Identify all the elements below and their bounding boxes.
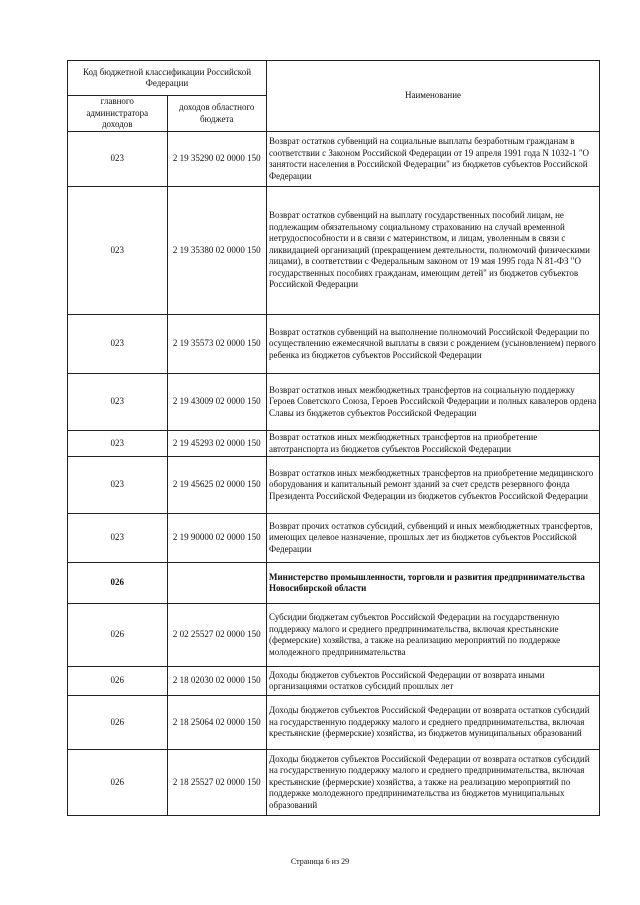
name-cell: Доходы бюджетов субъектов Российской Федерации от возврата иными организациями остатков субсидий прошлых лет [267, 667, 600, 696]
name-cell: Возврат остатков иных межбюджетных трансфертов на социальную поддержку Героев Советского Союза, Героев Российской Федерации и полных кавалеров ордена Славы из бюджетов субъектов Российской Федерации [267, 374, 600, 431]
admin-code-cell: 026 [68, 604, 168, 667]
income-code-cell: 2 19 45293 02 0000 150 [167, 431, 267, 457]
income-code-cell: 2 02 25527 02 0000 150 [167, 604, 267, 667]
income-code-cell: 2 19 43009 02 0000 150 [167, 374, 267, 431]
table-row [68, 604, 600, 667]
table-row [68, 187, 600, 315]
admin-code-cell: 026 [68, 563, 168, 604]
table-row [68, 315, 600, 374]
name-cell: Возврат прочих остатков субсидий, субвенций и иных межбюджетных трансфертов, имеющих целевое назначение, прошлых лет из бюджетов субъектов Российской Федерации [267, 514, 600, 563]
table-header-row [68, 61, 600, 96]
header-admin: главного администратора доходов [68, 96, 168, 132]
name-cell: Субсидии бюджетам субъектов Российской Федерации на государственную поддержку малого и среднего предпринимательства, включая крестьянские (фермерские) хозяйства, а также на реализацию мероприятий по поддержке молодежного предпринимательства [267, 604, 600, 667]
table-row [68, 457, 600, 514]
table-row [68, 563, 600, 604]
income-code-cell: 2 19 35380 02 0000 150 [167, 187, 267, 315]
admin-code-cell: 026 [68, 667, 168, 696]
name-cell: Возврат остатков субвенций на выполнение полномочий Российской Федерации по осуществлению ежемесячной выплаты в связи с рождением (усыновлением) первого ребенка из бюджетов субъектов Российской Федерации [267, 315, 600, 374]
page-number: Страница 6 из 29 [290, 857, 350, 866]
table-row [68, 431, 600, 457]
admin-code-cell: 023 [68, 374, 168, 431]
name-cell: Возврат остатков субвенций на выплату государственных пособий лицам, не подлежащим обязательному социальному страхованию на случай временной нетрудоспособности и в связи с материнством, и лицам, уволенным в связи с ликвидацией организаций (прекращением деятельности, полномочий физическими лицами), в соответствии с Федеральным законом от 19 мая 1995 года N 81-ФЗ "О государственных пособиях гражданам, имеющим детей" из бюджетов субъектов Российской Федерации [267, 187, 600, 315]
table-row [68, 132, 600, 187]
income-code-cell: 2 18 02030 02 0000 150 [167, 667, 267, 696]
table-row [68, 514, 600, 563]
admin-code-cell: 023 [68, 514, 168, 563]
table-row [68, 750, 600, 816]
budget-classification-table [67, 60, 600, 816]
income-code-cell [167, 563, 267, 604]
income-code-cell: 2 19 90000 02 0000 150 [167, 514, 267, 563]
income-code-cell: 2 19 35573 02 0000 150 [167, 315, 267, 374]
table-body [68, 132, 600, 816]
admin-code-cell: 023 [68, 187, 168, 315]
name-cell: Возврат остатков иных межбюджетных трансфертов на приобретение автотранспорта из бюджетов субъектов Российской Федерации [267, 431, 600, 457]
name-cell: Доходы бюджетов субъектов Российской Федерации от возврата остатков субсидий на государственную поддержку малого и среднего предпринимательства, включая крестьянские (фермерские) хозяйства, а также на реализацию мероприятий по поддержке молодежного предпринимательства из бюджетов муниципальных образований [267, 750, 600, 816]
header-group-title: Код бюджетной классификации Российской Федерации [68, 61, 267, 96]
name-cell: Возврат остатков иных межбюджетных трансфертов на приобретение медицинского оборудования и капитальный ремонт зданий за счет средств резервного фонда Президента Российской Федерации из бюджетов субъектов Российской Федерации [267, 457, 600, 514]
name-cell: Доходы бюджетов субъектов Российской Федерации от возврата остатков субсидий на государственную поддержку малого и среднего предпринимательства, включая крестьянские (фермерские) хозяйства, из бюджетов муниципальных образований [267, 696, 600, 750]
document-page [67, 60, 600, 816]
admin-code-cell: 026 [68, 696, 168, 750]
table-row [68, 667, 600, 696]
name-cell: Министерство промышленности, торговли и развития предпринимательства Новосибирской области [267, 563, 600, 604]
table-row [68, 696, 600, 750]
income-code-cell: 2 19 35290 02 0000 150 [167, 132, 267, 187]
admin-code-cell: 023 [68, 457, 168, 514]
income-code-cell: 2 18 25064 02 0000 150 [167, 696, 267, 750]
admin-code-cell: 023 [68, 132, 168, 187]
admin-code-cell: 023 [68, 431, 168, 457]
header-name: Наименование [267, 61, 600, 132]
header-income: доходов областного бюджета [167, 96, 267, 132]
table-row [68, 374, 600, 431]
admin-code-cell: 026 [68, 750, 168, 816]
admin-code-cell: 023 [68, 315, 168, 374]
income-code-cell: 2 19 45625 02 0000 150 [167, 457, 267, 514]
name-cell: Возврат остатков субвенций на социальные выплаты безработным гражданам в соответствии с Законом Российской Федерации от 19 апреля 1991 года N 1032-1 "О занятости населения в Российской Федерации" из бюджетов субъектов Российской Федерации [267, 132, 600, 187]
income-code-cell: 2 18 25527 02 0000 150 [167, 750, 267, 816]
